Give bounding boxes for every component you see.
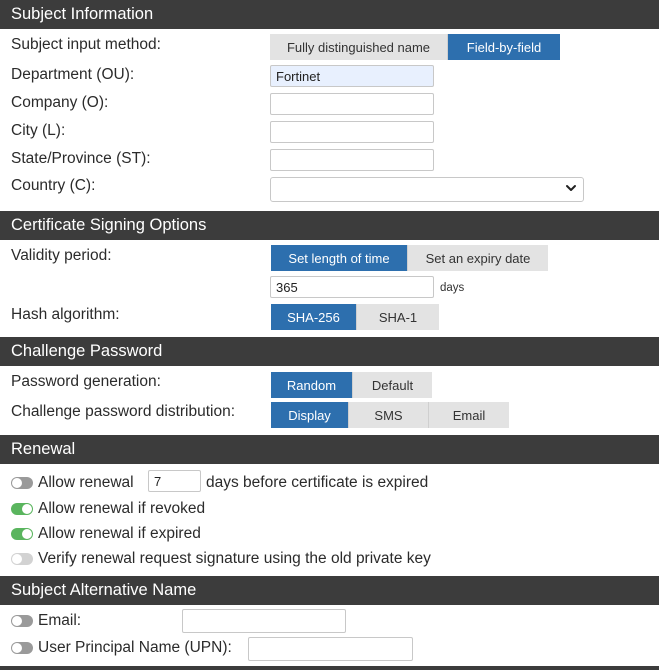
renewal-days-input[interactable] bbox=[148, 470, 201, 492]
subject-information-header: Subject Information bbox=[0, 0, 659, 29]
set-expiry-date-option[interactable]: Set an expiry date bbox=[408, 245, 548, 271]
field-by-field-option[interactable]: Field-by-field bbox=[448, 34, 560, 60]
subject-alternative-name-header: Subject Alternative Name bbox=[0, 576, 659, 605]
san-email-label: Email: bbox=[38, 612, 82, 629]
display-option[interactable]: Display bbox=[271, 402, 349, 428]
default-option[interactable]: Default bbox=[353, 372, 432, 398]
challenge-password-header: Challenge Password bbox=[0, 337, 659, 366]
allow-renewal-suffix: days before certificate is expired bbox=[206, 474, 429, 491]
city-input[interactable] bbox=[270, 121, 434, 143]
sha-256-option[interactable]: SHA-256 bbox=[271, 304, 357, 330]
upn-label: User Principal Name (UPN): bbox=[38, 639, 232, 656]
password-generation-toggle bbox=[271, 372, 432, 398]
sms-option[interactable]: SMS bbox=[349, 402, 429, 428]
email-option[interactable]: Email bbox=[429, 402, 509, 428]
allow-renewal-toggle[interactable] bbox=[11, 477, 33, 489]
city-label: City (L): bbox=[11, 122, 66, 139]
fully-distinguished-name-option[interactable]: Fully distinguished name bbox=[270, 34, 448, 60]
set-length-of-time-option[interactable]: Set length of time bbox=[271, 245, 408, 271]
days-unit-label: days bbox=[440, 282, 465, 294]
random-option[interactable]: Random bbox=[271, 372, 353, 398]
password-distribution-toggle bbox=[271, 402, 509, 428]
allow-renewal-label: Allow renewal bbox=[38, 474, 134, 491]
state-input[interactable] bbox=[270, 149, 434, 171]
san-email-input[interactable] bbox=[182, 609, 346, 633]
validity-period-toggle bbox=[271, 245, 548, 271]
subject-input-method-label: Subject input method: bbox=[11, 36, 161, 53]
company-label: Company (O): bbox=[11, 94, 109, 111]
certificate-signing-options-header: Certificate Signing Options bbox=[0, 211, 659, 240]
state-label: State/Province (ST): bbox=[11, 150, 151, 167]
department-input[interactable] bbox=[270, 65, 434, 87]
password-distribution-label: Challenge password distribution: bbox=[11, 403, 236, 420]
allow-renewal-expired-label: Allow renewal if expired bbox=[38, 525, 201, 542]
hash-algorithm-toggle bbox=[271, 304, 439, 330]
company-input[interactable] bbox=[270, 93, 434, 115]
san-email-toggle[interactable] bbox=[11, 615, 33, 627]
upn-input[interactable] bbox=[248, 637, 413, 661]
password-generation-label: Password generation: bbox=[11, 373, 161, 390]
hash-algorithm-label: Hash algorithm: bbox=[11, 306, 120, 323]
country-label: Country (C): bbox=[11, 177, 96, 194]
verify-renewal-signature-label: Verify renewal request signature using the old private key bbox=[38, 550, 431, 567]
sha-1-option[interactable]: SHA-1 bbox=[357, 304, 439, 330]
chevron-down-icon bbox=[565, 182, 577, 194]
country-select[interactable] bbox=[270, 177, 584, 202]
verify-renewal-signature-toggle[interactable] bbox=[11, 553, 33, 565]
renewal-header: Renewal bbox=[0, 435, 659, 464]
subject-input-method-toggle bbox=[270, 34, 560, 60]
allow-renewal-revoked-toggle[interactable] bbox=[11, 503, 33, 515]
validity-period-label: Validity period: bbox=[11, 247, 112, 264]
allow-renewal-revoked-label: Allow renewal if revoked bbox=[38, 500, 206, 517]
bottom-divider bbox=[0, 666, 659, 670]
allow-renewal-expired-toggle[interactable] bbox=[11, 528, 33, 540]
validity-days-input[interactable] bbox=[270, 276, 434, 298]
department-label: Department (OU): bbox=[11, 66, 135, 83]
upn-toggle[interactable] bbox=[11, 642, 33, 654]
